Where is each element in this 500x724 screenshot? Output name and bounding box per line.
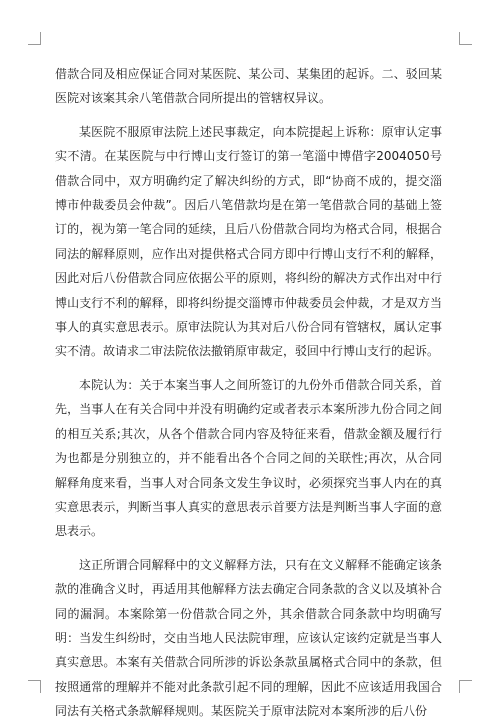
paragraph-continuation: 借款合同及相应保证合同对某医院、某公司、某集团的起诉。二、驳回某医院对该案其余八笔借款合同所提出的管辖权异议。 — [55, 67, 442, 106]
paragraph-interpretation: 这正所谓合同解释中的文义解释方法，只有在文义解释不能确定该条款的准确含义时，再适用其他解释方法去确定合同条款的含义以及填补合同的漏洞。本案除第一份借款合同之外，其余借款合同条款中均明确写明：当发生纠纷时，交由当地人民法院审理，应该认定该约定就是当事人真实意思。本案有关借款合同所涉的诉讼条款虽属格式合同中的条款，但按照通常的理解并不能对此条款引起不同的理解，因此不应该适用我国合同法有关格式条款解释规则。某医院关于原审法院对本案所涉的后八份 — [55, 557, 442, 719]
crop-mark-top-left — [28, 32, 41, 45]
paragraph-court-opinion: 本院认为：关于本案当事人之间所签订的九份外币借款合同关系，首先，当事人在有关合同中并没有明确约定或者表示本案所涉九份合同之间的相互关系;其次，从各个借款合同内容及特征来看，借款金额及履行行为也都是分别独立的，并不能看出各个合同之间的关联性;再次，从合同解释角度来看，当事人对合同条文发生争议时，必须探究当事人内在的真实意思表示，判断当事人真实的意思表示首要方法是判断当事人字面的意思表示。 — [55, 377, 442, 539]
paragraph-appeal: 某医院不服原审法院上述民事裁定，向本院提起上诉称：原审认定事实不清。在某医院与中行博山支行签订的第一笔淄中博借字2004050号借款合同中，双方明确约定了解决纠纷的方式，即“协商不成的，提交淄博市仲裁委员会仲裁”。因后八笔借款均是在第一笔借款合同的基础上签订的，视为第一笔合同的延续，且后八份借款合同均为格式合同，根据合同法的解释原则，应作出对提供格式合同方即中行博山支行不利的解释，因此对后八份借款合同应依据公平的原则，将纠纷的解决方式作出对中行博山支行不利的解释，即将纠纷提交淄博市仲裁委员会仲裁，才是双方当事人的真实意思表示。原审法院认为其对后八份合同有管辖权，属认定事实不清。故请求二审法院依法撤销原审裁定，驳回中行博山支行的起诉。 — [55, 124, 442, 359]
crop-mark-bottom-left — [28, 680, 41, 693]
crop-mark-bottom-right — [459, 680, 472, 693]
crop-mark-top-right — [459, 32, 472, 45]
document-body — [55, 62, 442, 724]
